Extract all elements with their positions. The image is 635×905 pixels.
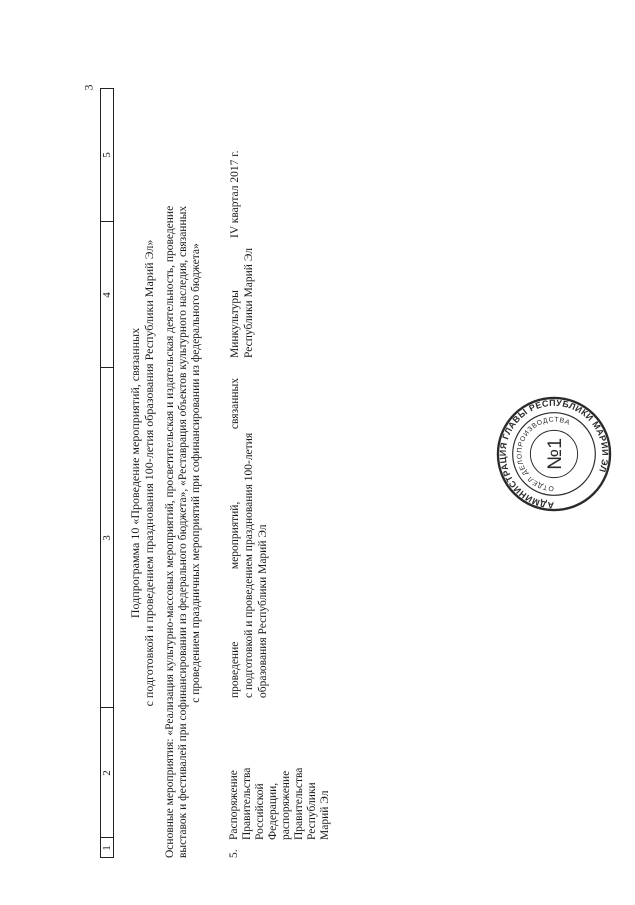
responsible-line-1: Минкультуры	[229, 290, 241, 358]
table-header-row	[100, 88, 114, 858]
rotated-page-content	[100, 88, 611, 858]
document-line: Российской	[254, 783, 266, 840]
document-line: Республики	[306, 782, 318, 840]
event-name-word: связанных	[229, 378, 241, 430]
basic-events-line-3: с проведением праздничных мероприятий при софинансировании из федерального бюджета»	[190, 243, 203, 703]
official-stamp	[495, 395, 613, 513]
event-name-line-3: образования Республики Марий Эл	[257, 524, 269, 698]
subprogram-line-1: Подпрограмма 10 «Проведение мероприятий, связанных	[128, 327, 142, 619]
row-term: IV квартал 2017 г.	[229, 150, 241, 238]
page-number: 3	[81, 84, 96, 91]
basic-events-paragraph	[164, 88, 204, 858]
row-number: 5.	[228, 849, 240, 858]
row-event-name	[228, 378, 270, 698]
subprogram-line-2: с подготовкой и проведением празднования 100-летия образования Республики Марий Эл»	[142, 239, 156, 707]
column-number-2: 2	[101, 770, 113, 776]
stamp-inner-text: ОТДЕЛ ДЕЛОПРОИЗВОДСТВА	[516, 416, 572, 492]
event-name-line-2: с подготовкой и проведением празднования 100-летия	[243, 432, 255, 698]
document-line: Федерации,	[267, 782, 279, 840]
row-document	[228, 740, 332, 840]
document-line: Правительства	[293, 767, 305, 840]
event-name-word: проведение	[229, 641, 241, 698]
document-line: Распоряжение	[228, 770, 240, 840]
document-line: Правительства	[241, 767, 253, 840]
column-number-1: 1	[101, 845, 113, 851]
stamp-center-number: №1	[543, 437, 566, 471]
row-responsible	[228, 228, 256, 358]
document-line: распоряжение	[280, 770, 292, 840]
responsible-line-2: Республики Марий Эл	[243, 247, 255, 358]
subprogram-title	[128, 88, 156, 858]
column-number-3: 3	[101, 535, 113, 541]
event-name-word: мероприятий,	[229, 501, 241, 570]
basic-events-line-2: выставок и фестивалей при софинансировании из федерального бюджета», «Реставрация объектов культурного наследия, связанных	[177, 205, 190, 858]
column-number-4: 4	[101, 292, 113, 298]
basic-events-line-1: Основные мероприятия: «Реализация культурно-массовых мероприятий, просветительская и издательская деятельность, проведение	[164, 205, 176, 858]
column-number-5: 5	[101, 152, 113, 158]
stamp-outer-text: АДМИНИСТРАЦИЯ ГЛАВЫ РЕСПУБЛИКИ МАРИЙ ЭЛ	[497, 397, 611, 511]
document-line: Марий Эл	[319, 790, 331, 840]
